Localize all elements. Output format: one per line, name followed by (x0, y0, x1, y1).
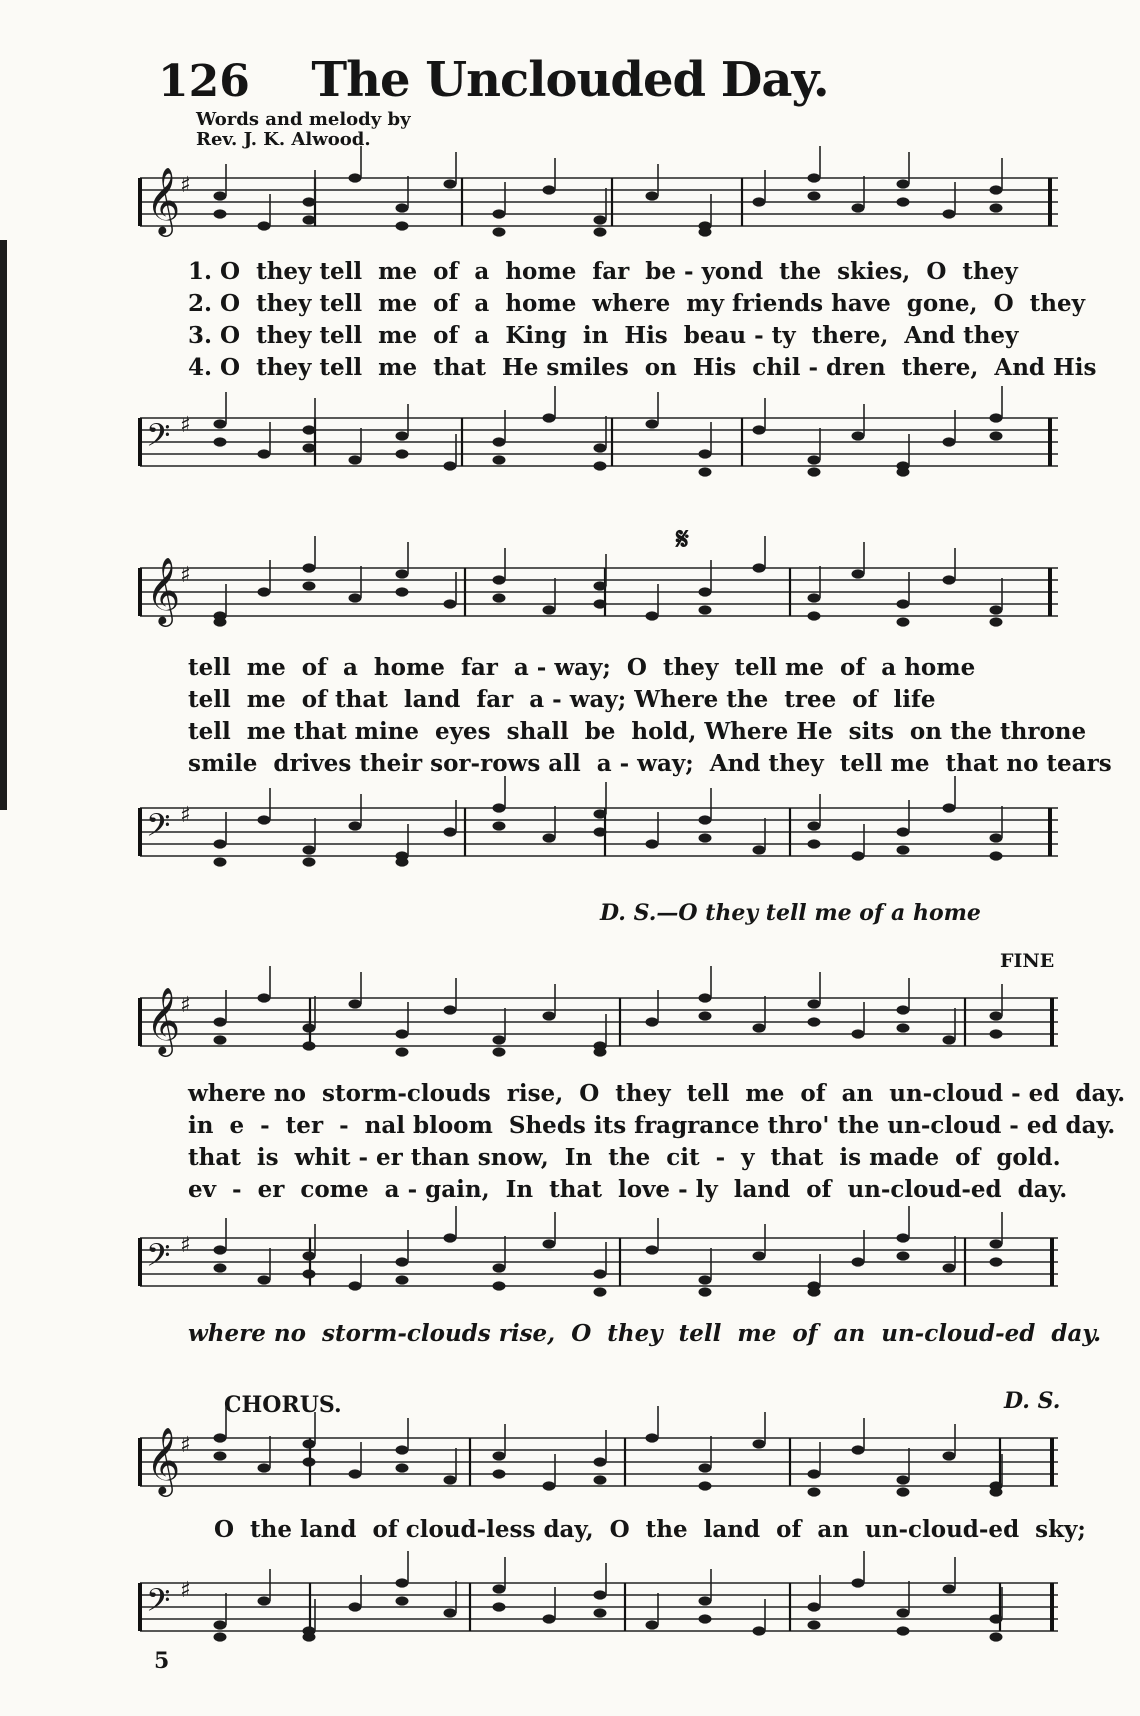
svg-text:♯: ♯ (180, 563, 191, 588)
svg-text:♯: ♯ (180, 993, 191, 1018)
hymn-title: The Unclouded Day. (311, 52, 829, 108)
verse-2-line-2: tell me of that land far a - way; Where the tree of life (188, 686, 936, 713)
author-credit (196, 110, 411, 150)
segno-sign: 𝄋 (676, 522, 689, 557)
verse-2-line-1: 2. O they tell me of a home where my friends have gone, O they (188, 290, 1085, 317)
book-binding-edge (0, 240, 7, 810)
credit-line-1: Words and melody by (196, 109, 411, 130)
svg-text:𝄞: 𝄞 (146, 556, 181, 624)
staff-system-3-treble (0, 980, 1140, 1080)
page-number: 126 (158, 56, 250, 107)
svg-text:♯: ♯ (180, 1433, 191, 1458)
staff-system-4-bass (0, 1565, 1140, 1665)
verse-1-line-3: where no storm-clouds rise, O they tell me of an un-cloud - ed day. (188, 1080, 1126, 1107)
svg-text:♯: ♯ (180, 173, 191, 198)
verse-4-line-1: 4. O they tell me that He smiles on His chil - dren there, And His (188, 354, 1097, 381)
svg-text:𝄢: 𝄢 (146, 1582, 171, 1626)
footer-mark: 5 (154, 1648, 170, 1674)
chorus-label: CHORUS. (224, 1392, 342, 1418)
svg-text:♯: ♯ (180, 1578, 191, 1603)
staff-system-3-bass (0, 1220, 1140, 1320)
svg-text:♯: ♯ (180, 803, 191, 828)
ds-refrain-line: D. S.—O they tell me of a home (600, 900, 981, 926)
verse-4-line-3: ev - er come a - gain, In that love - ly land of un-cloud-ed day. (188, 1176, 1068, 1203)
verse-3-line-3: that is whit - er than snow, In the cit - y that is made of gold. (188, 1144, 1061, 1171)
verse-3-line-1: 3. O they tell me of a King in His beau - ty there, And they (188, 322, 1019, 349)
svg-text:𝄞: 𝄞 (146, 166, 181, 234)
svg-text:♯: ♯ (180, 413, 191, 438)
verse-1-line-2: tell me of a home far a - way; O they tell me of a home (188, 654, 976, 681)
svg-text:♯: ♯ (180, 1233, 191, 1258)
svg-text:𝄢: 𝄢 (146, 417, 171, 461)
staff-system-2-treble (0, 550, 1140, 650)
staff-system-4-treble (0, 1420, 1140, 1520)
verse-3-line-2: tell me that mine eyes shall be hold, Where He sits on the throne (188, 718, 1087, 745)
staff-system-1-bass (0, 400, 1140, 500)
fine-marking: FINE (1000, 950, 1055, 972)
staff-system-1-treble (0, 160, 1140, 260)
ds-label: D. S. (1004, 1388, 1061, 1414)
verse-4-line-2: smile drives their sor-rows all a - way; And they tell me that no tears (188, 750, 1112, 777)
credit-line-2: Rev. J. K. Alwood. (196, 129, 371, 150)
ds-refrain-line-2: where no storm-clouds rise, O they tell me of an un-cloud-ed day. (188, 1320, 1102, 1347)
verse-2-line-3: in e - ter - nal bloom Sheds its fragrance thro' the un-cloud - ed day. (188, 1112, 1116, 1139)
svg-text:𝄢: 𝄢 (146, 1237, 171, 1281)
chorus-lyric: O the land of cloud-less day, O the land of an un-cloud-ed sky; (214, 1516, 1086, 1543)
verse-1-line-1: 1. O they tell me of a home far be - yond the skies, O they (188, 258, 1018, 285)
svg-text:𝄞: 𝄞 (146, 1426, 181, 1494)
svg-text:𝄞: 𝄞 (146, 986, 181, 1054)
staff-system-2-bass (0, 790, 1140, 890)
svg-text:𝄢: 𝄢 (146, 807, 171, 851)
